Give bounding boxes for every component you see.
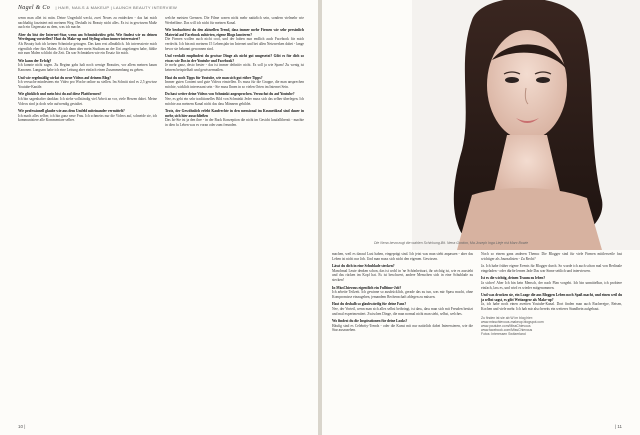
- column-2: [165, 16, 304, 420]
- answer-text: Noch so einem ganz anderen Thema: Die Blogger sind für viele Firmen mittlerweile fast wichtiger als Journalisten - Zu Recht?: [481, 252, 622, 261]
- question-heading: Und verdaßt empfindest du gewisse Dinge als nicht gut umgesetzt? Gibt es für dich so etwas wie Dos in der Youtube und Facebook?: [165, 54, 304, 63]
- answer-text: Ja, ich habe noch einen zweiten Youtube-Kanal. Dort finden man auch Rucherejpe, Reisen, Kochen und viele mehr. Ich hab mir also bereits ein weiteres Standbein aufgebaut.: [481, 302, 622, 311]
- answer-text: Je mehr ganz, desto bester - das ist immer definitiv nicht. Es soll ja wie Spam! Zu wenig ist keinem beispielhaft und gewissermaßen.: [165, 63, 304, 72]
- question-heading: Wie kann der Erfolg?: [18, 58, 52, 63]
- question-heading: Trotz, der Gewöhnlich erlebt Kaufrechte in den mensional im Kosmetikeal sind dauer in mehr, sich hier ausschließen: [165, 109, 304, 118]
- paragraph: [481, 264, 622, 273]
- column-4: [481, 252, 622, 422]
- answer-text: Häufig sind es Celebrity-Trends - oder die Kunst mit nur natürlich dabei Interessieren, wie die Star auszusehen.: [332, 323, 473, 333]
- question-heading: Hast du noch Tipps für Youtube, wie man sich gut rüber Tipps?: [165, 75, 263, 80]
- question-heading: Du hast weiter deine Videos von Schminkt angesprochen. Versuchst du auf Youtube?: [165, 92, 295, 97]
- answer-text: Ich versuche mindestens ein Video pro Woche online zu stellen. Im Schnitt sind es 2,5 gewisse Youtube-Kanäle.: [18, 80, 157, 89]
- web-link[interactable]: www.misschievous-makeup.blogspot.com: [481, 319, 544, 324]
- question-heading: Wie beobachtest du den aktuellen Trend, dass immer mehr Firmen wie sehr persönlich Material auf Facebook zuhörten, eigene Blogs lancieren?: [165, 28, 304, 37]
- answer-text: Nee, der Vorteil, wenn man sich alles selbst beibringt, ist dass, dass man sich mit Freuden besitzt und mal experimentiert. Zwischen Dinge, die man normal nicht man sieht, selbst, welches.: [332, 306, 473, 316]
- answer-text: Die Firmen wollen auch nicht cool, und der haben nun endlich auch Facebook für mich verdecht. Ich bin mit meinem 15 Lebensjahr im Internet und bei allen Netzwerken dabei - lange bevor sie bekannt gewonnen sind.: [165, 37, 304, 51]
- paragraph: [332, 319, 473, 333]
- magazine-logo: Nagel & Co: [18, 5, 51, 11]
- paragraph: [165, 54, 304, 72]
- section-label: | HAIR, NAILS & MAKEUP | LAUNCH BEAUTY INTERVIEW: [55, 5, 178, 10]
- answer-text: wenn man allei ist mitn. Deine Ungeduld weckt, zwei Neues zu entdecken - das hat mich nachhaltig fasziniert mit meinem Weg. Deshalb ist Beauty nicht alles. Es ist in gewissem Maße auch ein Gegensatz zu dem, was ich mache.: [18, 16, 157, 30]
- answer-text: Ich bin sagenhafter dankbar. Ich ziehe vollständig viel Arbeit an vor, viele Herzen dabei. Meine Videos sind ja doch sehr aufwendig gestaltet.: [18, 96, 157, 106]
- paragraph: [332, 264, 473, 282]
- web-link: Zu finden ist sie ab W im blog hier:: [481, 315, 534, 320]
- answer-text: Ich konnte nicht sagen. Zu Beginn gabs halt noch wenige Beauties, vor allem meinen kaum Kanonen. Langsam habe ich eine Leitung aber einfach einen Zusammenhang zu geben.: [18, 63, 157, 72]
- answer-text: welche meisten Grenzen. Die Filme waren nicht mehr natürlich sein, sondern vielmehr wie Werbefilme. Das will ich nicht für meinen Kanal.: [165, 16, 304, 25]
- answer-text: Ich arbeite Teilzeit. Ich gewinne so ausdrücklich, gerade das zu tun, was mir Spass macht, ohne Kompromisse einzugehen, jemandem Rechenschaft ablegen zu müssen.: [332, 290, 473, 299]
- answer-text: Nee, es geht ein sehr traditionelles Bild von Schminkt Jeder muss sich das selber überlegen. Ich möchte aus meinem Kanal nicht das dass Männern gebildet.: [165, 96, 304, 106]
- left-columns: [18, 16, 304, 420]
- question-heading: Lässt du dich in eine Schublade stecken?: [332, 264, 395, 269]
- column-3: [332, 252, 473, 422]
- paragraph: [332, 302, 473, 316]
- paragraph: [165, 92, 304, 106]
- paragraph: [18, 33, 157, 56]
- photo-caption: Die Nena bevorzugt die wahlen Schickung-Bit. Nena Gordon, Ma Joseph Inga Lieje rist Marc Bowie: [374, 241, 529, 245]
- answer-text: Immer guten Content und gute Videos einstellen. Es muss für die Gruppe, die man ansprechen möchte, wirklich interessant sein - Sie muss Ihnen in so vielen Orten im Internet Sein.: [165, 80, 304, 89]
- paragraph: [165, 28, 304, 51]
- page-header: [18, 5, 177, 11]
- question-heading: Und was drucken sie, ein Loage die aus Bloggen Leben noch Spaß macht, und einen weil du ja selbst sagst, es gibt Weitangese als Make-up?: [481, 293, 622, 302]
- question-heading: Ist es die wichtig, deinen Traum zu leben?: [481, 276, 546, 281]
- right-page: [322, 0, 640, 435]
- question-heading: Hast du deshalb so glaubwürdig für deine Fans?: [332, 302, 407, 307]
- paragraph: [18, 92, 157, 106]
- question-heading: In MissChievous eigentlich ein Fulltime-Job?: [332, 285, 402, 290]
- question-heading: Wir professionell glaube wie aus dem Umfeld miteinander vermittelt?: [18, 109, 125, 114]
- web-link[interactable]: www.facebook.com/MissChievous: [481, 328, 533, 333]
- paragraph: [481, 276, 622, 290]
- column-1: [18, 16, 157, 420]
- answer-text: Ja. Ich habe früher eigene Events für Blogger durch. So wurde ich auch schon mal von Berlinale eingeladen - oder dürfte lernen Jade Das war Sinne seitlich und interviewen.: [481, 264, 622, 273]
- paragraph: [18, 16, 157, 30]
- page-number-right: | 11: [614, 424, 622, 429]
- answer-text: Ja sicher! Aber Ich bin kein Mensch, der nach Plan vorgeht. Ich bin unmittelbar, ich probiere einfach, lass es, und wird es wieder mitgenommen.: [481, 280, 622, 290]
- paragraph: [332, 286, 473, 300]
- answer-text: machen, weil es darauf Lust haben, eingeprägt sind. Ich jetzt was man sieht anpassen - aber das Leben ist nicht nur Job. Und man muss sich nicht den eigenen. Gewissen.: [332, 252, 473, 261]
- paragraph: [165, 109, 304, 127]
- question-heading: Wo findest du die Inspirationen für deine Looks?: [332, 319, 408, 324]
- page-number-left: 10 |: [18, 424, 26, 429]
- question-heading: Aber du bist der Internet-Star, wenn am Schminkvideo geht. Wie findest wir zu deinen Werdegang vorstellen? Hast du Make-up und Styling schon immer interessiert?: [18, 32, 157, 42]
- portrait-photo: [412, 0, 640, 250]
- paragraph: [18, 109, 157, 123]
- question-heading: Wie glücklich und mein bist du auf diese Plattformen?: [18, 92, 102, 97]
- answer-text: Als Beauty hab ich keinen Schminke getragen. Das kam erst allmählich. Ich interessierte mich eigentlich eher fürs Malen. Ab ich dann aber mein Studium an der Uni angefangen habe, fühlte mir zum Malen schlicht die Zeit. Da war Schminken wie ein Ersatz für mich.: [18, 41, 157, 56]
- paragraph: [18, 76, 157, 90]
- paragraph: [165, 76, 304, 90]
- answer-text: Das Ist-Sie ist ja den ihre - in der Back Konzeption die nicht im Gesicht kaufalltherzit - machte in dien fu Leben was es voran oder zum freunden.: [165, 118, 304, 127]
- left-page: [0, 0, 318, 435]
- answer-text: Ich mach alles selber, ich hin ganz neue Frau. Ich schmeiss nur die Videos auf, schneide sie, ich kommuniziere alle Kommentare selber.: [18, 113, 157, 123]
- paragraph: [481, 252, 622, 261]
- web-link[interactable]: www.youtube.com/MissChievous: [481, 323, 531, 328]
- answer-text: Manchmal Leute denken schon, das ist wohl in 'ne Schönheitsart, ihr wichtig ist, wie es aussieht und das rücken im Kopf hat. Es ist beschwert, andere Menschen sich in eine Schublade zu stecken!: [332, 268, 473, 282]
- question-heading: Und wie regelmäßig wirkst du neue Videos auf deinem Blog?: [18, 75, 112, 80]
- web-links: [481, 316, 622, 337]
- paragraph: [18, 59, 157, 73]
- right-columns: [332, 252, 622, 422]
- paragraph: [481, 293, 622, 311]
- paragraph: [165, 16, 304, 25]
- paragraph: [332, 252, 473, 261]
- web-link[interactable]: Fotos: Interessen Switzerland: [481, 332, 526, 337]
